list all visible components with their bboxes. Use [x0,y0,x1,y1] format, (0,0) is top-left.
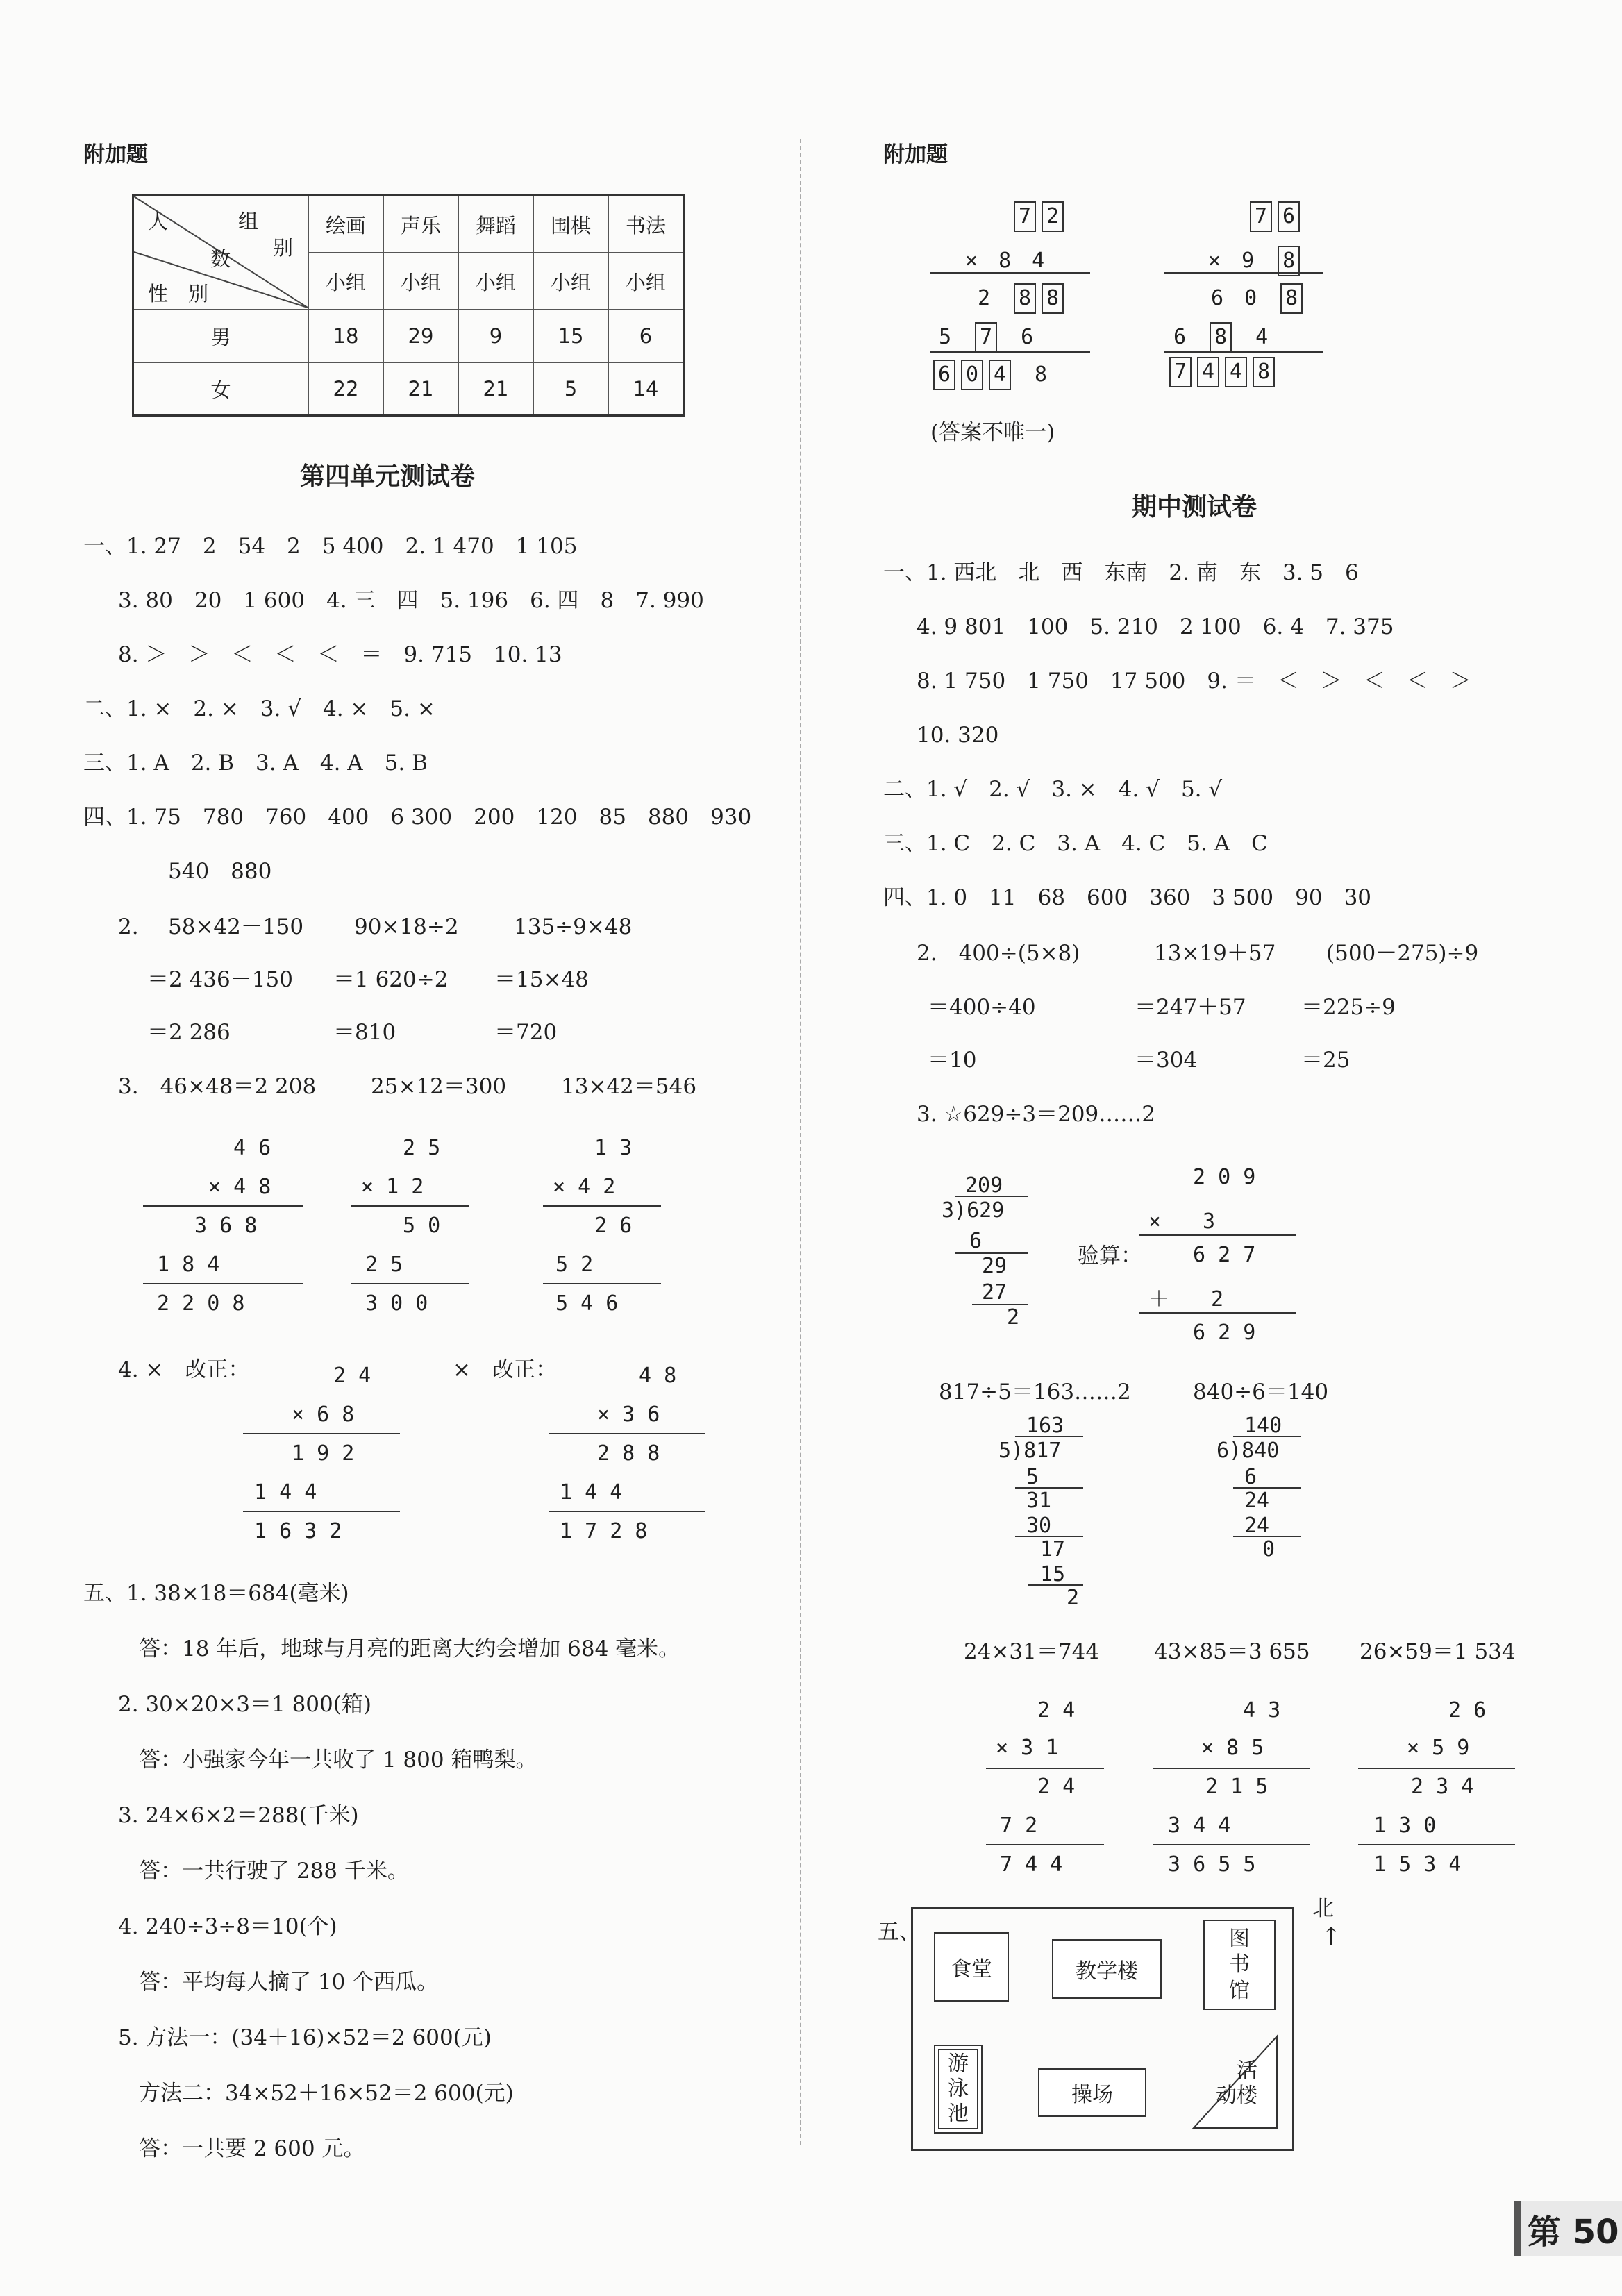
table-row [133,310,684,362]
answer-line: 四、1. 0 11 68 600 360 3 500 90 30 [883,885,1372,910]
remainder: 2 [1007,1305,1020,1330]
rule [1153,1768,1310,1769]
header-sub: 小组 [458,253,533,310]
cell: 9 [458,310,533,362]
partial: 5 0 [403,1214,441,1238]
cell: 15 [533,310,608,362]
puzzle-row [1173,319,1268,353]
table-row [133,362,684,416]
partial: 3 4 4 [1168,1813,1231,1838]
header-dance: 舞蹈 [458,196,533,253]
partial: 1 8 4 [157,1252,220,1277]
result: 1 7 2 8 [560,1519,648,1543]
digit: 0 [1244,286,1257,310]
word-line: 2. 30×20×3＝1 800(箱) [118,1692,371,1717]
word-line: 方法二：34×52＋16×52＝2 600(元) [139,2081,514,2106]
check-label: 验算： [1078,1243,1142,1268]
cell: 21 [458,362,533,416]
digit-box: 4 [1197,357,1219,387]
partial: 5 2 [555,1252,594,1277]
campus-map [911,1907,1294,2151]
answer-line: 540 880 [168,859,272,884]
answer-line: 10. 320 [917,723,999,748]
group-table [132,194,685,417]
operand: × 4 2 [553,1175,616,1199]
rule [1015,1436,1083,1437]
partial: 1 9 2 [292,1441,355,1466]
answer-line: 三、1. A 2. B 3. A 4. A 5. B [83,751,428,776]
answer-line: 二、1. √ 2. √ 3. × 4. √ 5. √ [883,777,1223,802]
operand: × 3 6 [597,1402,660,1427]
rule [243,1511,400,1512]
rule [1358,1768,1515,1769]
operand: 4 8 [639,1364,677,1388]
step: 15 [1040,1562,1066,1586]
rule [543,1205,661,1207]
result: 1 6 3 2 [254,1519,342,1543]
playground: 操场 [1038,2068,1146,2117]
step: 24 [1244,1514,1270,1538]
swimming-pool [934,2045,983,2134]
word-line: 5. 方法一：(34＋16)×52＝2 600(元) [118,2025,492,2050]
corner-shu: 数 [210,247,231,271]
digit: 8 [998,249,1012,273]
rule [1358,1844,1515,1845]
header-sub: 小组 [608,253,684,310]
word-line: 答：18 年后，地球与月亮的距离大约会增加 684 毫米。 [139,1636,680,1661]
digit: 6 [1021,325,1034,349]
expr: 3. 46×48＝2 208 [118,1074,317,1099]
puzzle-row [1011,201,1067,232]
cell: 22 [308,362,383,416]
step: 31 [1026,1489,1052,1513]
library-char: 图 [1229,1926,1250,1951]
digit-box: 7 [1014,201,1036,232]
partial: 2 4 [1037,1775,1076,1799]
header-calligraphy: 书法 [608,196,684,253]
result: 2 2 0 8 [157,1291,245,1316]
operand: × 6 8 [292,1402,355,1427]
canteen: 食堂 [934,1932,1009,2002]
operand: 1 3 [594,1136,633,1160]
column-divider [800,139,801,2145]
digit-box: 6 [1278,201,1300,232]
expr: ＝810 [333,1020,396,1045]
puzzle-row [939,319,1033,353]
word-line: 答：一共要 2 600 元。 [139,2136,365,2161]
step: 27 [982,1280,1008,1305]
expr: ＝15×48 [494,967,589,992]
pool-char: 泳 [948,2077,969,2101]
expr: ＝720 [494,1020,558,1045]
corner-zu: 组 [238,210,259,233]
q4-label: 4. × 改正： [118,1357,250,1382]
result: 7 4 4 [1000,1852,1063,1877]
digit-box: 0 [961,360,983,390]
right-appendix-title: 附加题 [883,142,948,167]
answer-line: 一、1. 西北 北 西 东南 2. 南 东 3. 5 6 [883,560,1359,585]
operand: 2 5 [403,1136,441,1160]
expr: 13×19＋57 [1154,941,1276,966]
rule [549,1433,705,1434]
header-painting: 绘画 [308,196,383,253]
corner-xingbie: 性 别 [148,282,209,305]
header-go: 围棋 [533,196,608,253]
header-sub: 小组 [533,253,608,310]
q4-label2: × 改正： [453,1357,557,1382]
answer-line: 3. 80 20 1 600 4. 三 四 5. 196 6. 四 8 7. 990 [118,588,704,613]
quotient: 163 [1026,1414,1064,1438]
word-line: 五、1. 38×18＝684(毫米) [83,1581,349,1606]
answer-line: 四、1. 75 780 760 400 6 300 200 120 85 880 930 [83,805,752,830]
midterm-title: 期中测试卷 [1132,492,1257,521]
answer-line: 8. ＞ ＞ ＜ ＜ ＜ ＝ 9. 715 10. 13 [118,642,562,667]
table-corner [133,196,309,310]
digit-box: 4 [989,360,1011,390]
partial: 3 6 8 [194,1214,258,1238]
digit-box: 6 [933,360,955,390]
expr: ＝2 436－150 [147,967,293,992]
rule [930,272,1090,274]
digit: 8 [1035,362,1048,387]
cell: 6 [608,310,684,362]
header-vocal: 声乐 [383,196,458,253]
div-title: 817÷5＝163……2 [939,1380,1131,1405]
word-line: 答：平均每人摘了 10 个西瓜。 [139,1970,439,1995]
corner-ren: 人 [148,210,169,233]
operand: 2 4 [1037,1698,1076,1723]
digit-box: 2 [1042,201,1064,232]
cell: 21 [383,362,458,416]
partial: 2 8 8 [597,1441,660,1466]
cell: 5 [533,362,608,416]
digit: 2 [978,286,991,310]
answer-line: 4. 9 801 100 5. 210 2 100 6. 4 7. 375 [917,614,1394,639]
operand: 2 4 [333,1364,371,1388]
word-line: 3. 24×6×2＝288(千米) [118,1803,359,1828]
expr: ＝247＋57 [1135,995,1246,1020]
header-sub: 小组 [383,253,458,310]
quotient: 209 [965,1173,1003,1198]
digit-box: 8 [1278,246,1300,276]
note: (答案不唯一) [930,420,1055,445]
dividend: 6)840 [1216,1439,1280,1463]
result: 3 6 5 5 [1168,1852,1256,1877]
expr: 24×31＝744 [964,1639,1100,1664]
pool-char: 池 [948,2102,969,2126]
rule [243,1433,400,1434]
row-label: 男 [133,310,309,362]
digit-box: 8 [1014,283,1036,314]
expr: 58×42－150 [168,914,304,939]
cell: 29 [383,310,458,362]
operand: × 8 5 [1201,1736,1264,1760]
rule [955,1196,1028,1197]
puzzle-row [978,280,1067,314]
remainder: 2 [1067,1586,1080,1610]
operand: 2 0 9 [1193,1165,1256,1189]
operand: × 1 2 [361,1175,424,1199]
puzzle-row [1247,201,1303,232]
expr: ＝10 [928,1048,977,1073]
q2-label: 2. [118,914,139,939]
expr: ＝1 620÷2 [333,967,449,992]
digit-box: 8 [1210,322,1232,353]
expr: ＝304 [1135,1048,1198,1073]
partial: 2 6 [594,1214,633,1238]
partial: 1 4 4 [560,1480,623,1505]
digit: 4 [1032,249,1045,273]
activity-char: 动楼 [1216,2084,1257,2108]
rule [930,351,1090,353]
rule [351,1205,469,1207]
remainder: 0 [1262,1537,1276,1561]
digit: 6 [1173,325,1187,349]
rule [1164,272,1323,274]
partial: 7 2 [1000,1813,1038,1838]
corner-bie: 别 [273,236,294,260]
rule [1139,1234,1296,1236]
puzzle-row: × 9 8 [1208,243,1303,276]
expr: 90×18÷2 [354,914,459,939]
digit-box: 7 [975,322,997,353]
puzzle-row [1211,280,1305,314]
operand: × 3 1 [996,1736,1059,1760]
rule [143,1205,303,1207]
word-line: 答：小强家今年一共收了 1 800 箱鸭梨。 [139,1748,537,1773]
puzzle-row [1167,357,1278,387]
operand: 4 3 [1243,1698,1281,1723]
north-label: 北 [1312,1896,1334,1921]
operand: 4 6 [233,1136,271,1160]
rule [986,1768,1104,1769]
expr: (500－275)÷9 [1326,941,1479,966]
partial: 6 2 7 [1193,1243,1256,1267]
operand: × 3 [1148,1209,1216,1234]
north-arrow-icon: ↑ [1321,1923,1342,1952]
expr: 25×12＝300 [371,1074,507,1099]
pool-char: 游 [948,2052,969,2076]
rule [986,1844,1104,1845]
dividend: 5)817 [998,1439,1062,1463]
teaching-building: 教学楼 [1052,1939,1162,1999]
activity-building-shape [1191,2034,1280,2131]
word-line: 4. 240÷3÷8＝10(个) [118,1914,337,1939]
digit: 5 [939,325,952,349]
partial: 1 3 0 [1373,1813,1437,1838]
partial: 2 3 4 [1411,1775,1474,1799]
step: 29 [982,1254,1008,1278]
digit-box: 8 [1042,283,1064,314]
rule [549,1511,705,1512]
operand: × 5 9 [1407,1736,1470,1760]
puzzle-row: × 8 4 [965,249,1045,273]
result: 1 5 3 4 [1373,1852,1462,1877]
rule [543,1283,661,1284]
cell: 18 [308,310,383,362]
dividend: 3)629 [942,1198,1005,1223]
q3-line: 3. ☆629÷3＝209……2 [917,1102,1155,1127]
puzzle-row [930,357,1047,390]
step: 17 [1040,1537,1066,1561]
operand: ＋ 2 [1148,1287,1224,1312]
activity-building [1216,2059,1257,2109]
partial: 2 1 5 [1205,1775,1269,1799]
result: 3 0 0 [365,1291,428,1316]
library-char: 书 [1229,1952,1250,1977]
rule [1233,1436,1301,1437]
digit: 9 [1241,249,1255,273]
word-line: 答：一共行驶了 288 千米。 [139,1859,409,1884]
digit-box: 8 [1280,283,1303,314]
digit-box: 4 [1225,357,1247,387]
partial: 1 4 4 [254,1480,317,1505]
expr: ＝25 [1301,1048,1351,1073]
rule [351,1283,469,1284]
result: 5 4 6 [555,1291,619,1316]
operand: × 4 8 [208,1175,271,1199]
unit4-title: 第四单元测试卷 [300,462,476,491]
digit: 4 [1255,325,1269,349]
library-char: 馆 [1229,1978,1250,2003]
row-label: 女 [133,362,309,416]
expr: 13×42＝546 [561,1074,697,1099]
expr: ＝2 286 [147,1020,231,1045]
expr: ＝225÷9 [1301,995,1396,1020]
step: 24 [1244,1489,1270,1513]
expr: 43×85＝3 655 [1154,1639,1310,1664]
rule [143,1283,303,1284]
answer-line: 一、1. 27 2 54 2 5 400 2. 1 470 1 105 [83,534,578,559]
activity-char: 活 [1237,2059,1257,2083]
rule [1139,1312,1296,1314]
quotient: 140 [1244,1414,1282,1438]
expr: 26×59＝1 534 [1360,1639,1516,1664]
result: 6 2 9 [1193,1321,1256,1345]
step: 6 [1244,1465,1257,1489]
expr: 2. 400÷(5×8) [917,941,1080,966]
digit-box: 8 [1253,357,1275,387]
expr: 135÷9×48 [514,914,633,939]
cell: 14 [608,362,684,416]
rule [1153,1844,1310,1845]
step: 6 [969,1229,983,1253]
partial: 2 5 [365,1252,403,1277]
digit: 6 [1211,286,1224,310]
digit-box: 7 [1169,357,1192,387]
div-title: 840÷6＝140 [1193,1380,1329,1405]
step: 30 [1026,1514,1052,1538]
answer-line: 三、1. C 2. C 3. A 4. C 5. A C [883,831,1268,856]
page-number-badge: 第 50 [1514,2201,1622,2256]
map-label: 五、 [878,1920,921,1945]
expr: ＝400÷40 [928,995,1036,1020]
step: 5 [1026,1465,1039,1489]
answer-line: 8. 1 750 1 750 17 500 9. ＝ ＜ ＞ ＜ ＜ ＞ [917,669,1471,694]
operand: 2 6 [1448,1698,1487,1723]
left-appendix-title: 附加题 [83,142,148,167]
digit-box: 7 [1250,201,1272,232]
library [1203,1920,1276,2010]
answer-line: 二、1. × 2. × 3. √ 4. × 5. × [83,696,435,721]
rule [1164,351,1323,353]
header-sub: 小组 [308,253,383,310]
